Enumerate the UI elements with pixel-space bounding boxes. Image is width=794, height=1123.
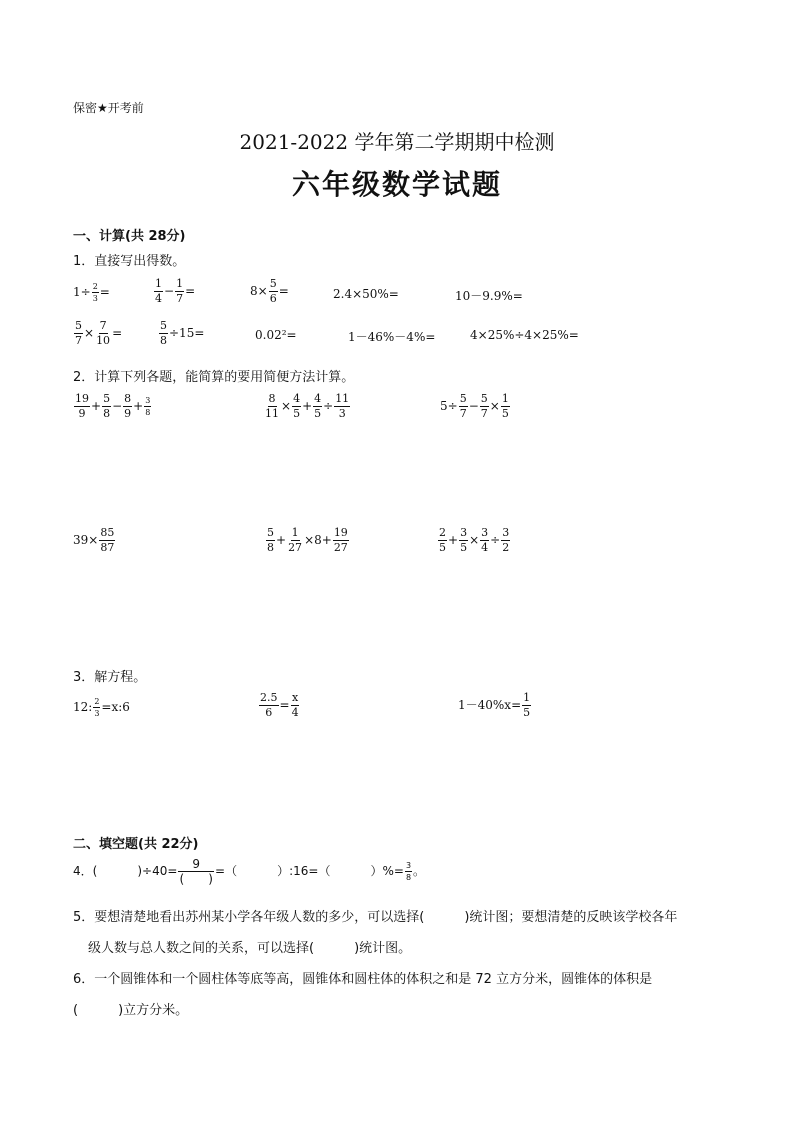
section1-heading: 一、计算(共 28分) xyxy=(73,229,186,244)
q2-expression-1: $\frac{19}{9}$ + $\frac{5}{8}$ − $\frac{8}{9}$ + $\frac{3}{8}$ xyxy=(75,392,151,420)
q1-item-9: 1－46%－4%= xyxy=(348,330,436,344)
q1-item-6: $\frac{5}{7}$ × $\frac{7}{10}$ = xyxy=(75,319,123,347)
q3-equation-2: $\frac{2.5}{6}$ = $\frac{x}{4}$ xyxy=(260,691,299,719)
q1-prompt: 1．直接写出得数。 xyxy=(73,254,186,269)
q1-item-2: $\frac{1}{4}$ − $\frac{1}{7}$ = xyxy=(155,277,196,305)
exam-subtitle: 六年级数学试题 xyxy=(291,168,502,201)
q1-item-4: 2.4×50%= xyxy=(333,287,399,301)
q1-item-3: 8× $\frac{5}{6}$ = xyxy=(250,277,289,305)
q1-item-7: $\frac{5}{8}$ ÷15= xyxy=(160,319,205,347)
q4-line: 4．( )÷40= $\frac{9}{( )}$ =（ ）:16=（ ）%= $\frac{3}{8}$ 。 xyxy=(73,857,426,886)
q2-expression-6: $\frac{2}{5}$ + $\frac{3}{5}$ × $\frac{3}{4}$ ÷ $\frac{3}{2}$ xyxy=(439,526,510,554)
q2-expression-4: 39× $\frac{85}{87}$ xyxy=(73,526,115,554)
exam-title: 2021-2022 学年第二学期期中检测 xyxy=(239,130,555,154)
confidential-note: 保密★开考前 xyxy=(73,101,144,115)
q2-expression-5: $\frac{5}{8}$ + $\frac{1}{27}$ ×8+ $\frac{19}{27}$ xyxy=(267,526,348,554)
q1-item-5: 10－9.9%= xyxy=(455,289,523,303)
q2-expression-3: 5÷ $\frac{5}{7}$ − $\frac{5}{7}$ × $\frac{1}{5}$ xyxy=(440,392,509,420)
q3-prompt: 3．解方程。 xyxy=(73,670,147,685)
q2-expression-2: $\frac{8}{11}$ × $\frac{4}{5}$ + $\frac{4}{5}$ ÷ $\frac{11}{3}$ xyxy=(265,392,350,420)
q5-line-2: 级人数与总人数之间的关系，可以选择( )统计图。 xyxy=(88,941,412,956)
q1-item-1: 1÷ $\frac{2}{3}$ = xyxy=(73,282,110,303)
q5-line-1: 5．要想清楚地看出苏州某小学各年级人数的多少，可以选择( )统计图；要想清楚的反映该学校各年 xyxy=(73,910,678,925)
q6-line-2: ( )立方分米。 xyxy=(73,1003,189,1018)
q1-item-8: 0.02²= xyxy=(255,328,297,342)
section2-heading: 二、填空题(共 22分) xyxy=(73,837,199,852)
q6-line-1: 6．一个圆锥体和一个圆柱体等底等高，圆锥体和圆柱体的体积之和是 72 立方分米，圆锥体的体积是 xyxy=(73,972,653,987)
q3-equation-1: 12: $\frac{2}{3}$ =x:6 xyxy=(73,697,130,718)
q3-equation-3: 1－40%x= $\frac{1}{5}$ xyxy=(458,691,531,719)
q1-item-10: 4×25%÷4×25%= xyxy=(470,328,579,342)
q2-prompt: 2．计算下列各题，能简算的要用简便方法计算。 xyxy=(73,370,355,385)
